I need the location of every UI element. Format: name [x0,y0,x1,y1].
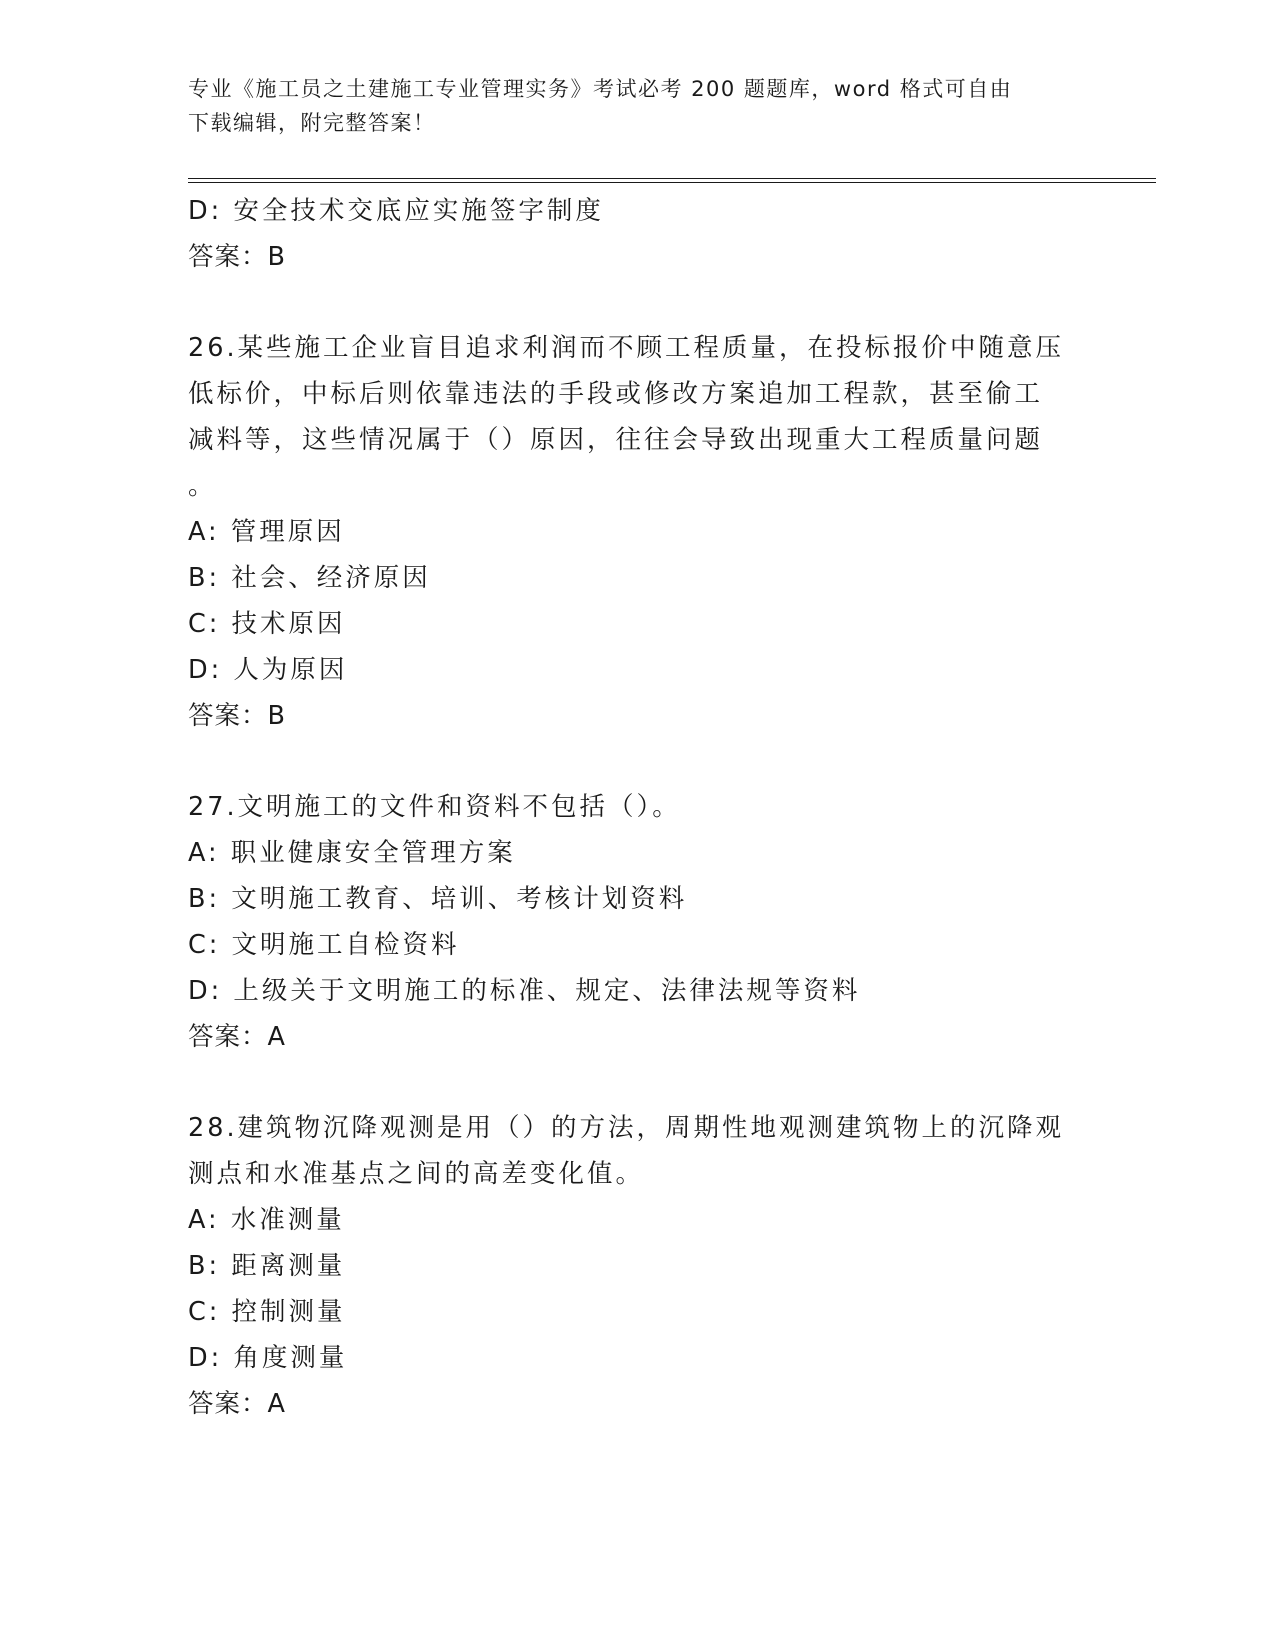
option-a: A: 职业健康安全管理方案 [188,838,516,868]
question-26 [188,325,1088,739]
document-header [188,72,1088,140]
option-c: C: 文明施工自检资料 [188,930,460,960]
spacer [188,1060,1088,1105]
option-b: B: 文明施工教育、培训、考核计划资料 [188,884,688,914]
option-c: C: 控制测量 [188,1297,346,1327]
header-line-2: 下载编辑，附完整答案！ [188,111,436,135]
spacer [188,280,1088,325]
option-c: C: 技术原因 [188,609,346,639]
option-d: D: 角度测量 [188,1343,348,1373]
question-27 [188,784,1088,1060]
option-d: D: 人为原因 [188,655,348,685]
question-stem [188,784,1088,830]
option-d: D: 安全技术交底应实施签字制度 [188,196,604,226]
header-rule-bottom [188,182,1156,183]
stem-line: 减料等，这些情况属于（）原因，往往会导致出现重大工程质量问题 [188,425,1044,455]
answer-line: 答案：A [188,1022,286,1052]
document-body [188,188,1088,1427]
question-stem [188,1105,1088,1197]
option-d: D: 上级关于文明施工的标准、规定、法律法规等资料 [188,976,861,1006]
option-b: B: 距离测量 [188,1251,346,1281]
stem-line: 28.建筑物沉降观测是用（）的方法，周期性地观测建筑物上的沉降观 [188,1113,1065,1143]
header-line-1: 专业《施工员之土建施工专业管理实务》考试必考 200 题题库，word 格式可自由 [188,77,1013,101]
option-b: B: 社会、经济原因 [188,563,431,593]
answer-line: 答案：A [188,1389,286,1419]
option-a: A: 水准测量 [188,1205,345,1235]
option-a: A: 管理原因 [188,517,345,547]
stem-line: 27.文明施工的文件和资料不包括（）。 [188,792,681,822]
answer-line: 答案：B [188,242,286,272]
question-28 [188,1105,1088,1427]
spacer [188,739,1088,784]
prev-question-tail [188,188,1088,280]
question-stem [188,325,1088,509]
stem-line: 26.某些施工企业盲目追求利润而不顾工程质量，在投标报价中随意压 [188,333,1065,363]
stem-line: 低标价，中标后则依靠违法的手段或修改方案追加工程款，甚至偷工 [188,379,1044,409]
header-rule-top [188,178,1156,179]
stem-line: 。 [188,471,217,501]
stem-line: 测点和水准基点之间的高差变化值。 [188,1159,645,1189]
answer-line: 答案：B [188,701,286,731]
